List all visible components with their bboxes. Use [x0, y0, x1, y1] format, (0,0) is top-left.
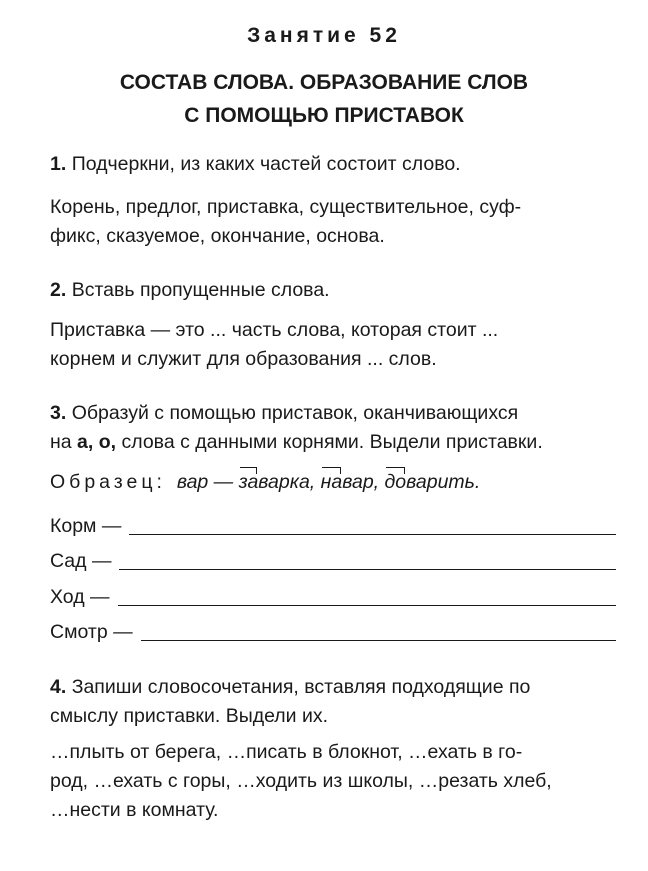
answer-row-korm: [50, 512, 616, 541]
topic-line-1: СОСТАВ СЛОВА. ОБРАЗОВАНИЕ СЛОВ: [119, 71, 529, 94]
task3-letters: а, о,: [77, 431, 117, 453]
task2-text-line-2: корнем и служит для образования ... слов.: [50, 348, 437, 370]
task4-text-line-3: …нести в комнату.: [50, 799, 219, 821]
task2-text-line-1: Приставка — это ... часть слова, которая стоит ...: [50, 319, 499, 341]
task3-number: 3.: [50, 402, 67, 424]
answer-row-sad: [50, 547, 616, 576]
task4-text-line-1: …плыть от берега, …писать в блокнот, …ехать в го-: [50, 741, 523, 763]
answer-row-label: Ход —: [50, 586, 110, 608]
sample-example-1-rest: варка,: [258, 471, 316, 493]
task1-number: 1.: [50, 153, 67, 175]
task3-instruction-line-2: [50, 428, 616, 457]
task3-instruction-part-1: Образуй с помощью приставок, оканчивающихся: [71, 402, 519, 424]
task3-sample: Образец: вар — заварка, навар, доварить.: [50, 468, 616, 497]
answer-row-label: Корм —: [50, 515, 122, 537]
task4-instruction-line-1: [50, 673, 616, 702]
answer-line[interactable]: [118, 583, 617, 606]
sample-example-3: [385, 471, 475, 493]
topic-title: [0, 66, 648, 132]
task4-instruction-text-1: Запиши словосочетания, вставляя подходящие по: [71, 676, 531, 698]
topic-line-2: С ПОМОЩЬЮ ПРИСТАВОК: [184, 104, 464, 127]
task2-instruction: [50, 276, 616, 305]
sample-root: вар —: [176, 471, 234, 493]
task1-words-line-1: Корень, предлог, приставка, существительное, суф-: [50, 196, 522, 218]
task3-instruction-line-1: [50, 399, 616, 428]
answer-row-khod: [50, 583, 616, 612]
task2-number: 2.: [50, 279, 67, 301]
answer-line[interactable]: [119, 547, 616, 570]
task1-instruction: [50, 150, 616, 179]
task2-text: [50, 316, 616, 374]
sample-example-1: [239, 471, 316, 493]
sample-example-2: [321, 471, 379, 493]
task1-words: [50, 193, 616, 251]
answer-line[interactable]: [141, 618, 616, 641]
sample-label: Образец:: [50, 471, 166, 493]
task3-instruction: [50, 399, 616, 457]
answer-line[interactable]: [129, 512, 616, 535]
task4-text: [50, 738, 616, 825]
task2-instruction-text: Вставь пропущенные слова.: [71, 279, 330, 301]
task4-instruction: [50, 673, 616, 731]
sample-prefix-mark-1: за: [239, 468, 259, 497]
sample-prefix-mark-3: до: [385, 468, 407, 497]
lesson-title: Занятие 52: [247, 24, 401, 47]
task4-text-line-2: род, …ехать с горы, …ходить из школы, …резать хлеб,: [50, 770, 552, 792]
sample-example-3-rest: варить: [406, 471, 475, 493]
answer-row-smotr: [50, 618, 616, 647]
sample-prefix-mark-2: на: [321, 468, 343, 497]
task3-instruction-part-2: на: [50, 431, 72, 453]
task4-instruction-line-2: смыслу приставки. Выдели их.: [50, 705, 329, 727]
task4-number: 4.: [50, 676, 67, 698]
task1-words-line-2: фикс, сказуемое, окончание, основа.: [50, 225, 385, 247]
task1-instruction-text: Подчеркни, из каких частей состоит слово.: [71, 153, 461, 175]
answer-row-label: Смотр —: [50, 621, 133, 643]
sample-example-2-rest: вар,: [342, 471, 380, 493]
task3-instruction-part-3: слова с данными корнями. Выдели приставки.: [121, 431, 543, 453]
answer-row-label: Сад —: [50, 550, 112, 572]
